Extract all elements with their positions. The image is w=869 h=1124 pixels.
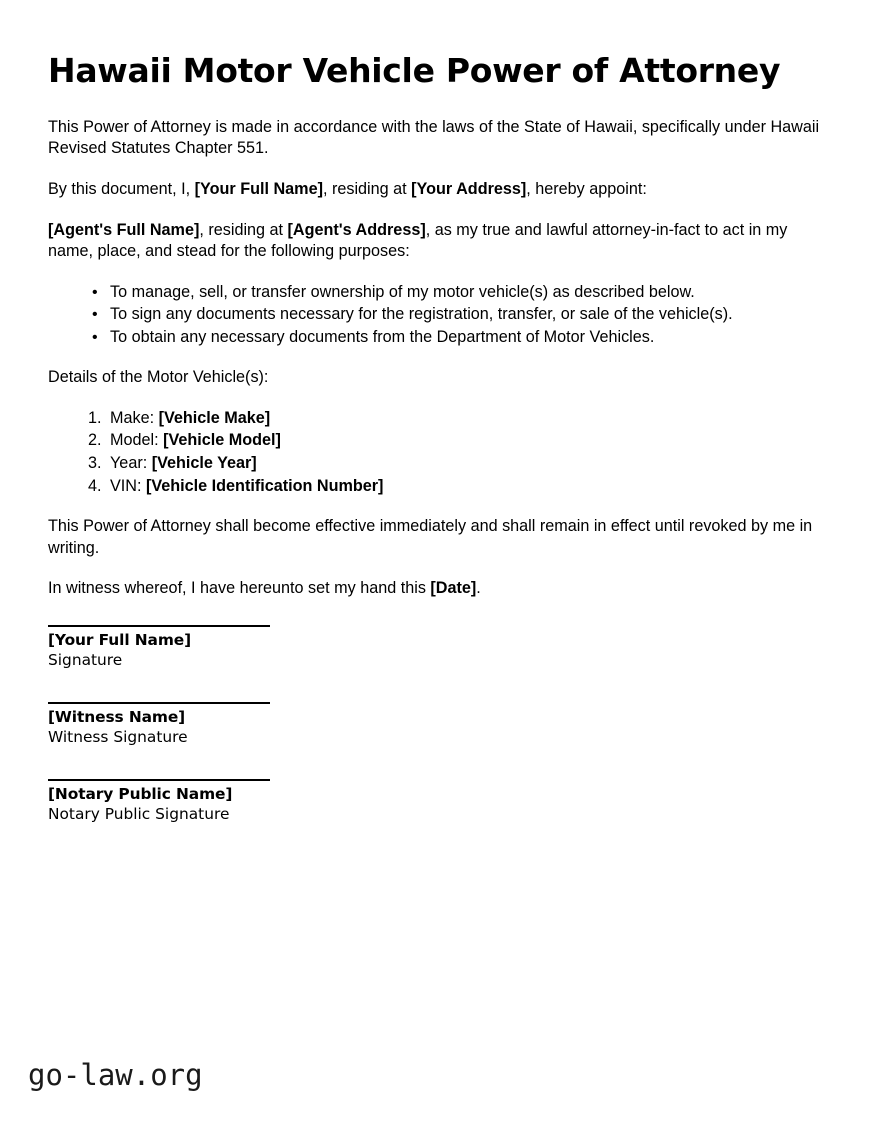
signature-name: [Notary Public Name]	[48, 784, 233, 803]
witness-clause-lead: In witness whereof, I have hereunto set my hand this	[48, 579, 431, 598]
appointment-lead-2: , residing at	[322, 180, 412, 199]
signature-line	[48, 625, 270, 627]
signature-name: [Your Full Name]	[48, 630, 192, 649]
agent-mid-1: , residing at	[199, 220, 288, 239]
appointment-lead-1: By this document, I,	[48, 180, 195, 199]
witness-clause-trail: .	[476, 579, 481, 598]
signature-block-witness	[48, 702, 348, 747]
vehicle-field-value: [Vehicle Make]	[158, 408, 271, 427]
appointment-paragraph	[48, 179, 820, 201]
effective-paragraph	[48, 516, 820, 559]
date-placeholder: [Date]	[430, 579, 477, 598]
intro-text: This Power of Attorney is made in accordance with the laws of the State of Hawaii, specifically under Hawaii Revised Statutes Chapter 551.	[48, 117, 820, 158]
witness-clause-paragraph	[48, 578, 820, 600]
footer-watermark: go-law.org	[28, 1058, 203, 1092]
power-item-text: To sign any documents necessary for the registration, transfer, or sale of the vehicle(s).	[110, 305, 733, 324]
vehicle-heading-text: Details of the Motor Vehicle(s):	[48, 368, 269, 387]
list-item	[92, 327, 820, 349]
list-item	[88, 430, 820, 452]
powers-list	[48, 282, 820, 349]
vehicle-details-heading	[48, 367, 820, 389]
principal-name-placeholder: [Your Full Name]	[194, 180, 323, 199]
list-item	[92, 304, 820, 326]
signature-block-principal	[48, 625, 348, 670]
power-item-text: To obtain any necessary documents from the Department of Motor Vehicles.	[110, 327, 655, 346]
signature-role: Notary Public Signature	[48, 804, 230, 823]
intro-paragraph	[48, 117, 820, 160]
agent-address-placeholder: [Agent's Address]	[287, 220, 426, 239]
vehicle-field-label: Make:	[110, 408, 159, 427]
agent-paragraph	[48, 220, 820, 263]
vehicle-field-label: Year:	[110, 453, 152, 472]
vehicle-details-list	[48, 408, 820, 497]
vehicle-field-label: VIN:	[110, 476, 146, 495]
list-item	[88, 453, 820, 475]
list-item	[88, 408, 820, 430]
vehicle-field-label: Model:	[110, 431, 164, 450]
vehicle-field-value: [Vehicle Model]	[163, 431, 281, 450]
signature-line	[48, 702, 270, 704]
appointment-lead-3: , hereby appoint:	[526, 180, 647, 199]
document-body	[48, 52, 820, 856]
principal-address-placeholder: [Your Address]	[411, 180, 527, 199]
list-item	[88, 476, 820, 498]
page-title: Hawaii Motor Vehicle Power of Attorney	[48, 51, 781, 90]
signature-area	[48, 625, 820, 824]
agent-name-placeholder: [Agent's Full Name]	[48, 220, 200, 239]
list-item	[92, 282, 820, 304]
signature-name: [Witness Name]	[48, 707, 186, 726]
signature-block-notary	[48, 779, 348, 824]
effective-text: This Power of Attorney shall become effective immediately and shall remain in effect until revoked by me in writing.	[48, 517, 813, 557]
signature-role: Signature	[48, 650, 123, 669]
vehicle-field-value: [Vehicle Identification Number]	[145, 476, 384, 495]
agent-mid-2: , as my true and lawful attorney-in-fact to act in my name, place, and stead for the following purposes:	[48, 220, 788, 261]
signature-role: Witness Signature	[48, 727, 188, 746]
vehicle-field-value: [Vehicle Year]	[151, 453, 257, 472]
power-item-text: To manage, sell, or transfer ownership of my motor vehicle(s) as described below.	[110, 282, 695, 301]
signature-line	[48, 779, 270, 781]
